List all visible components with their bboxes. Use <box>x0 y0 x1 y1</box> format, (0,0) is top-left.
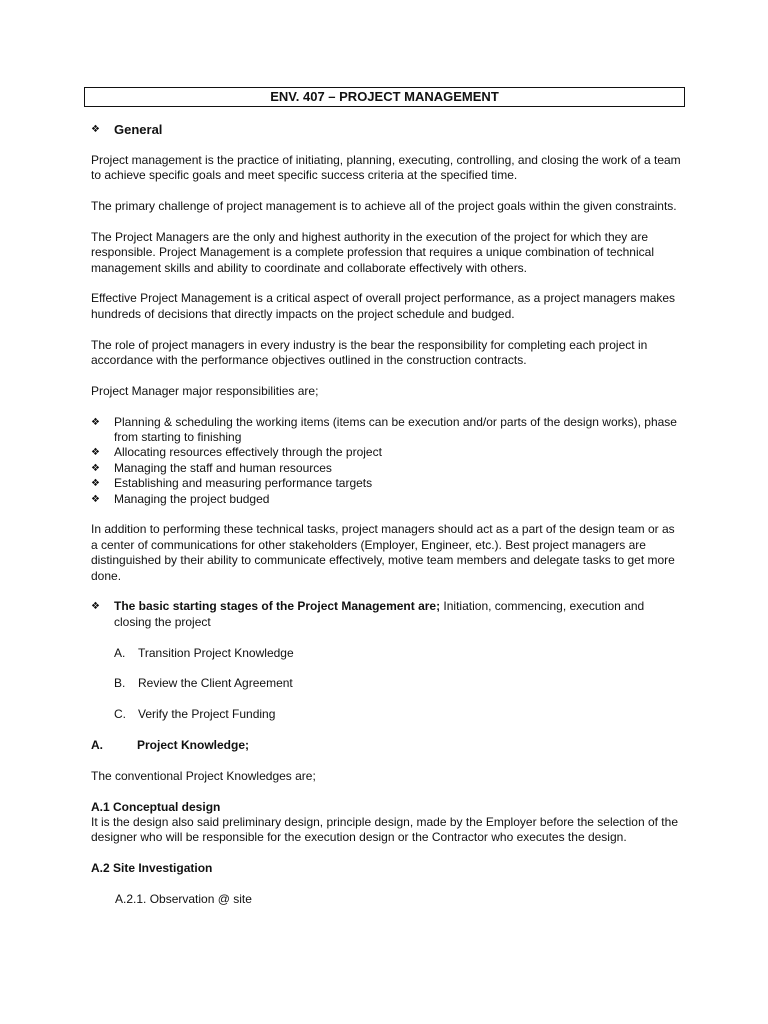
general-heading-text: General <box>114 122 163 137</box>
a2-1-subitem: A.2.1. Observation @ site <box>115 892 252 907</box>
list-item <box>91 445 681 460</box>
list-item <box>91 415 681 446</box>
stages-bold-text: The basic starting stages of the Project Management are; <box>114 599 441 614</box>
general-heading <box>91 122 681 137</box>
paragraph-responsibilities-intro: Project Manager major responsibilities are; <box>91 383 319 398</box>
list-item-text: Managing the project budged <box>114 491 270 506</box>
stage-text: Verify the Project Funding <box>138 707 276 722</box>
paragraph-additional: In addition to performing these technical tasks, project managers should act as a part of the design team or as a center of communications for other stakeholders (Employer, Engineer, etc.). Best project managers are distinguished by their ability to communicate effectively, motive team members and delegate tasks to get more done. <box>91 522 675 583</box>
responsibilities-list <box>91 415 681 507</box>
stage-item <box>114 676 681 691</box>
section-letter: A. <box>91 738 103 753</box>
stage-item <box>114 707 681 722</box>
list-item-text: Managing the staff and human resources <box>114 460 332 475</box>
a1-text: It is the design also said preliminary design, principle design, made by the Employer before the selection of the designer who will be responsible for the execution design or the Contractor who executes the design. <box>91 815 678 845</box>
diamond-bullet-icon: ❖ <box>91 462 100 474</box>
list-item <box>91 476 681 491</box>
diamond-bullet-icon: ❖ <box>91 416 100 428</box>
document-title: ENV. 407 – PROJECT MANAGEMENT <box>84 87 685 107</box>
section-a1 <box>91 800 681 846</box>
paragraph-challenge: The primary challenge of project management is to achieve all of the project goals within the given constraints. <box>91 199 677 213</box>
stage-text: Transition Project Knowledge <box>138 645 294 660</box>
list-item-text: Planning & scheduling the working items (items can be execution and/or parts of the design works), phase from starting to finishing <box>114 414 677 445</box>
stages-rest-text: Initiation, commencing, execution and closing the project <box>114 599 645 629</box>
diamond-bullet-icon: ❖ <box>91 493 100 505</box>
diamond-bullet-icon: ❖ <box>91 124 100 135</box>
stage-letter: A. <box>114 645 126 660</box>
paragraph-definition: Project management is the practice of initiating, planning, executing, controlling, and closing the work of a team to achieve specific goals and meet specific success criteria at the specified time. <box>91 152 681 183</box>
stages-item <box>91 599 681 630</box>
stage-letter: B. <box>114 676 126 691</box>
a2-heading: A.2 Site Investigation <box>91 861 213 876</box>
diamond-bullet-icon: ❖ <box>91 478 100 490</box>
list-item <box>91 492 681 507</box>
paragraph-conventional: The conventional Project Knowledges are; <box>91 768 316 783</box>
stage-item <box>114 646 681 661</box>
list-item-text: Establishing and measuring performance targets <box>114 476 373 491</box>
paragraph-role: The role of project managers in every industry is the bear the responsibility for completing each project in accordance with the performance objectives outlined in the construction contracts. <box>91 337 648 368</box>
list-item-text: Allocating resources effectively through the project <box>114 445 382 460</box>
section-a-heading <box>91 738 681 753</box>
document-body <box>91 122 681 907</box>
section-title: Project Knowledge; <box>137 738 250 753</box>
stage-text: Review the Client Agreement <box>138 676 293 691</box>
a1-heading: A.1 Conceptual design <box>91 799 221 814</box>
diamond-bullet-icon: ❖ <box>91 447 100 459</box>
list-item <box>91 461 681 476</box>
paragraph-authority: The Project Managers are the only and highest authority in the execution of the project for which they are responsible. Project Management is a complete profession that requires a unique combination of technical management skills and ability to coordinate and collaborate effectively with others. <box>91 229 654 275</box>
diamond-bullet-icon: ❖ <box>91 601 100 613</box>
paragraph-effective: Effective Project Management is a critical aspect of overall project performance, as a project managers makes hundreds of decisions that directly impacts on the project schedule and budged. <box>91 291 676 321</box>
stage-letter: C. <box>114 707 126 722</box>
